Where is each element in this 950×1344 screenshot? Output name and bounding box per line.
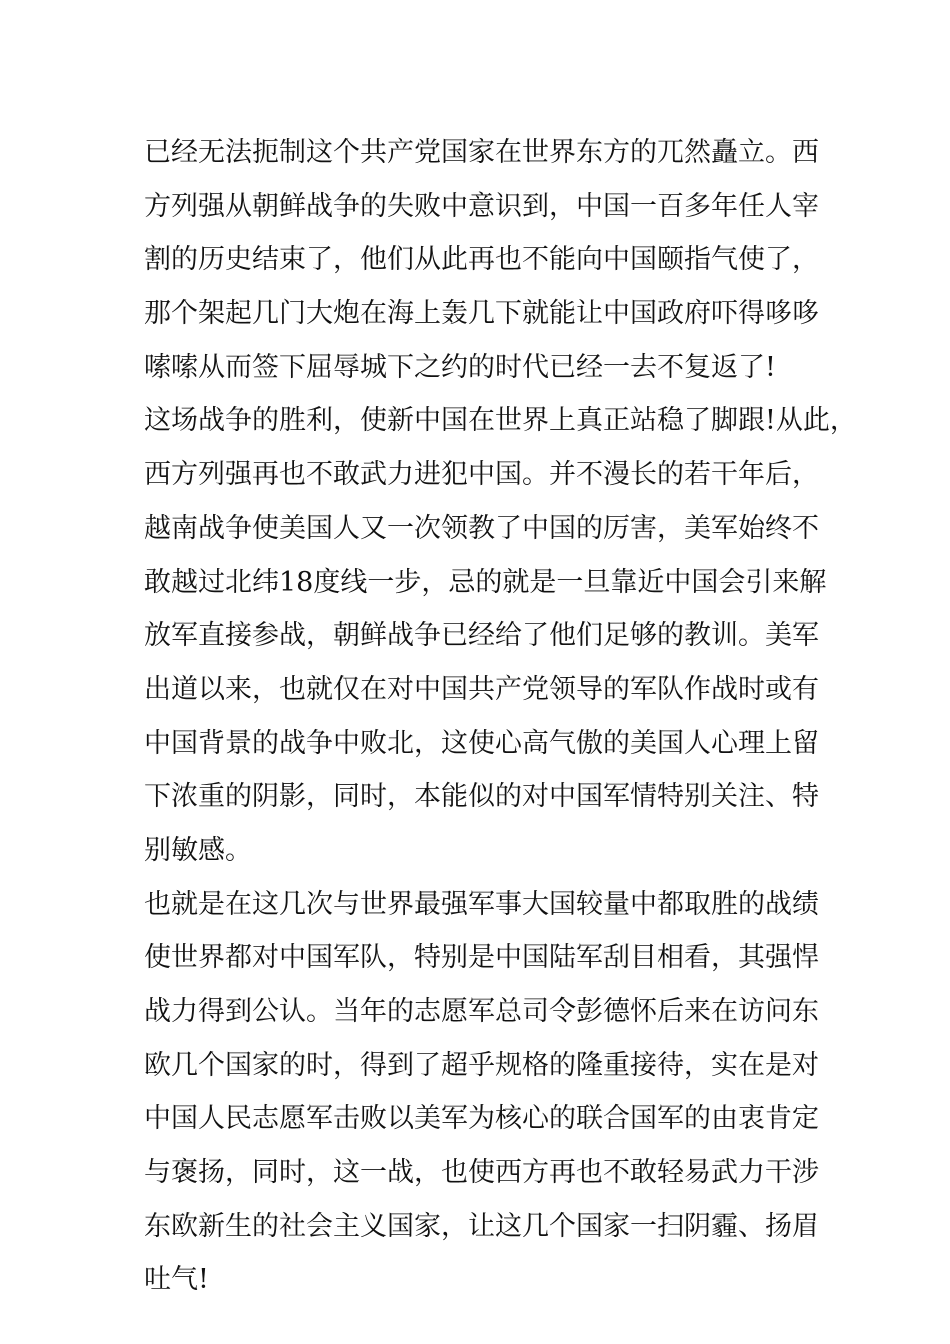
text-line: 这场战争的胜利，使新中国在世界上真正站稳了脚跟!从此， [144,405,857,437]
text-line: 别敏感。 [144,834,252,866]
text-line: 西方列强再也不敢武力进犯中国。并不漫长的若干年后， [144,459,819,491]
text-line: 割的历史结束了，他们从此再也不能向中国颐指气使了， [144,244,819,276]
document-body [144,126,857,1307]
text-line: 下浓重的阴影，同时，本能似的对中国军情特别关注、特 [144,781,819,813]
text-line: 使世界都对中国军队，特别是中国陆军刮目相看，其强悍 [144,942,819,974]
text-line: 敢越过北纬18度线一步，忌的就是一旦靠近中国会引来解 [144,566,827,598]
text-line: 吐气! [144,1264,209,1296]
text-line: 欧几个国家的时，得到了超乎规格的隆重接待，实在是对 [144,1049,819,1081]
text-line: 战力得到公认。当年的志愿军总司令彭德怀后来在访问东 [144,996,819,1027]
text-line: 出道以来，也就仅在对中国共产党领导的军队作战时或有 [144,673,819,705]
text-line: 嗦嗦从而签下屈辱城下之约的时代已经一去不复返了! [144,351,776,383]
text-line: 方列强从朝鲜战争的失败中意识到，中国一百多年任人宰 [144,190,819,222]
text-line: 那个架起几门大炮在海上轰几下就能让中国政府吓得哆哆 [144,298,819,330]
text-line: 也就是在这几次与世界最强军事大国较量中都取胜的战绩 [144,888,819,920]
text-line: 中国背景的战争中败北，这使心高气傲的美国人心理上留 [144,727,819,759]
text-line: 中国人民志愿军击败以美军为核心的联合国军的由衷肯定 [144,1103,819,1135]
text-line: 东欧新生的社会主义国家，让这几个国家一扫阴霾、扬眉 [144,1210,819,1242]
text-line: 越南战争使美国人又一次领教了中国的厉害，美军始终不 [144,512,819,544]
text-line: 放军直接参战，朝鲜战争已经给了他们足够的教训。美军 [144,620,819,652]
text-line: 与褒扬，同时，这一战，也使西方再也不敢轻易武力干涉 [144,1157,819,1189]
text-line: 已经无法扼制这个共产党国家在世界东方的兀然矗立。西 [144,137,819,168]
